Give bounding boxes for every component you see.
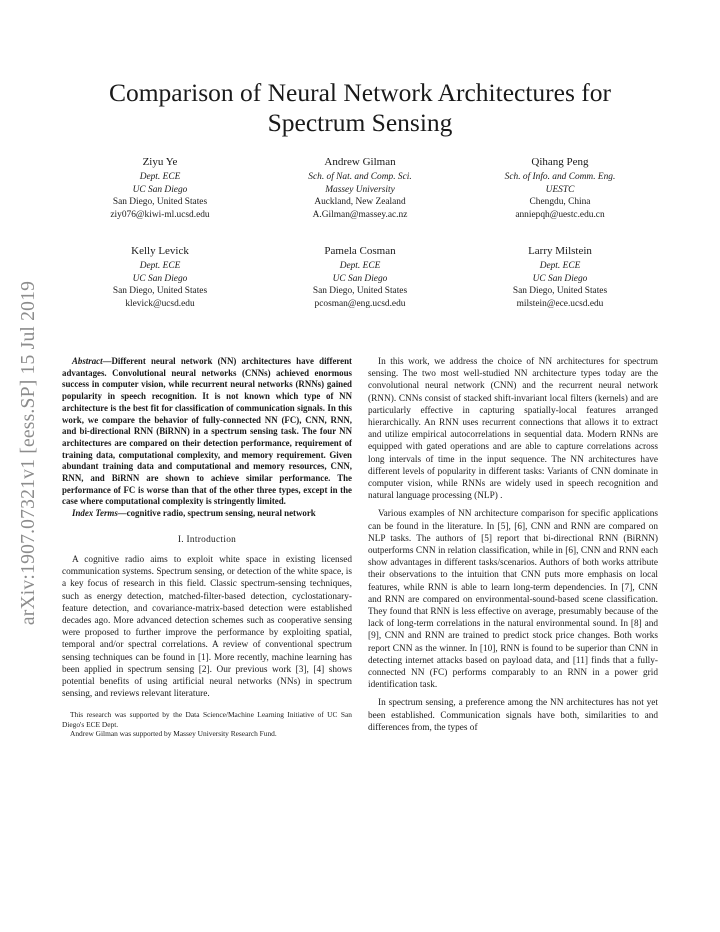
author-name: Ziyu Ye — [142, 156, 178, 168]
author-location: San Diego, United States — [312, 286, 408, 297]
author-dept: Sch. of Nat. and Comp. Sci. — [308, 172, 412, 182]
arxiv-identifier — [14, 228, 44, 678]
index-terms — [62, 508, 352, 520]
footnote: This research was supported by the Data Science/Machine Learning Initiative of UC San Diego's ECE Dept. — [62, 710, 352, 729]
abstract-lead: Abstract — [72, 356, 103, 366]
author-org: UC San Diego — [332, 273, 388, 284]
authors-row-1 — [60, 156, 660, 221]
author-name: Kelly Levick — [131, 245, 189, 257]
abstract — [62, 356, 352, 508]
author-block — [460, 156, 660, 221]
index-terms-lead: Index Terms — [72, 508, 118, 519]
author-org: UC San Diego — [532, 273, 588, 284]
author-location: Chengdu, China — [529, 197, 591, 208]
left-column — [62, 356, 352, 738]
author-org: UC San Diego — [132, 184, 188, 195]
author-email: klevick@ucsd.edu — [125, 298, 195, 309]
author-dept: Dept. ECE — [139, 261, 181, 271]
footnote: Andrew Gilman was supported by Massey University Research Fund. — [70, 728, 277, 738]
author-name: Qihang Peng — [531, 156, 589, 168]
author-name: Pamela Cosman — [324, 245, 396, 257]
author-dept: Dept. ECE — [339, 261, 381, 271]
author-location: Auckland, New Zealand — [314, 197, 406, 208]
author-location: San Diego, United States — [112, 286, 208, 297]
author-email: pcosman@eng.ucsd.edu — [314, 298, 406, 309]
intro-paragraph: A cognitive radio aims to exploit white space in existing licensed communication systems. Spectrum sensing, or detection of the white space, is a key focus of research in this field. Classic spectrum-sensing techniques, such as energy detection, matched-filter-based detection, cyclostationary-feature detection, and covariance-matrix-based detection were established decades ago. More advanced detection schemes such as cooperative sensing were proposed to further improve the performance by exploiting spatial, temporal and/or spectral correlations. A review of conventional spectrum sensing techniques can be found in [1]. More recently, machine learning has been applied in spectrum sensing [2]. Our previous work [3], [4] shows potential benefits of using artificial neural networks (NNs) in spectrum sensing, and reviews relevant literature. — [62, 555, 352, 700]
author-name: Larry Milstein — [528, 245, 592, 257]
author-email: ziy076@kiwi-ml.ucsd.edu — [110, 209, 210, 220]
author-email: milstein@ece.ucsd.edu — [516, 298, 604, 309]
author-block — [260, 245, 460, 310]
arxiv-identifier-text: arXiv:1907.07321v1 [eess.SP] 15 Jul 2019 — [18, 280, 39, 626]
right-column — [368, 356, 658, 734]
author-email: A.Gilman@massey.ac.nz — [312, 209, 408, 220]
author-dept: Dept. ECE — [139, 172, 181, 182]
author-org: Massey University — [325, 184, 395, 195]
authors-row-2 — [60, 245, 660, 310]
author-block — [260, 156, 460, 221]
author-org: UESTC — [545, 184, 575, 195]
author-location: San Diego, United States — [512, 286, 608, 297]
abstract-text: —Different neural network (NN) architectures have different advantages. Convolutional neural networks (CNNs) achieved enormous success in computer vision, while recurrent neural networks (RNNs) gained popularity in speech recognition. It is not known which type of NN architecture is the best fit for classification of communication signals. In this work, we compare the behavior of fully-connected NN (FC), CNN, RNN, and bi-directional RNN (BiRNN) in a spectrum sensing task. The four NN architectures are compared on their detection performance, requirement of training data, computational complexity, and memory requirement. Given abundant training data and computational and memory resources, CNN, RNN, and BiRNN are shown to achieve similar performance. The performance of FC is worse than that of the other three types, except in the case where computational complexity is stringently limited. — [62, 356, 352, 507]
author-email: anniepqh@uestc.edu.cn — [515, 209, 605, 220]
author-block — [460, 245, 660, 310]
author-name: Andrew Gilman — [324, 156, 396, 168]
paper-title: Comparison of Neural Network Architectures for Spectrum Sensing — [108, 78, 612, 137]
author-block — [60, 156, 260, 221]
footnotes — [62, 710, 352, 738]
body-paragraph: In spectrum sensing, a preference among the NN architectures has not yet been established. Communication signals have both, similarities to and differences from, the types of — [368, 698, 658, 733]
section-heading: I. Introduction — [177, 534, 237, 545]
author-dept: Dept. ECE — [539, 261, 581, 271]
author-dept: Sch. of Info. and Comm. Eng. — [504, 172, 616, 182]
body-paragraph: In this work, we address the choice of NN architectures for spectrum sensing. The two most well-studied NN architecture types today are the convolutional neural network (CNN) and the recurrent neural network (RNN). CNNs consist of stacked shift-invariant local filters (kernels) and are particularly effective in capturing spatially-local features arranged hierarchically. An RNN uses recurrent connections that allows it to extract and utilize empirical autocorrelations in sequential data. Modern RNNs are equipped with gated operations and are able to capture correlations across long intervals of time in the input sequence. The NN architectures have different levels of popularity in different tasks: Variants of CNN dominate in computer vision, while RNNs are widely used in speech recognition and natural language processing (NLP) . — [368, 357, 658, 502]
author-block — [60, 245, 260, 310]
index-terms-text: —cognitive radio, spectrum sensing, neural network — [117, 508, 316, 519]
author-org: UC San Diego — [132, 273, 188, 284]
author-location: San Diego, United States — [112, 197, 208, 208]
body-paragraph: Various examples of NN architecture comparison for specific applications can be found in the literature. In [5], [6], CNN and RNN are compared on NLP tasks. The authors of [5] report that bi-directional RNN (BiRNN) outperforms CNN in relation classification, while in [6], CNN and RNN each show advantages in different tasks/scenarios. Authors of both works attribute their observations to the intuition that CNN puts more emphasis on local features, while RNN is able to learn long-term dependencies. In [7], CNN and RNN are compared on environmental-sound-based scene classification. They found that RNN is less effective on average, presumably because of the lack of long-term correlations in the natural environmental sound. In [8] and [9], CNN and RNN are trained to predict stock price changes. Both works report CNN as the winner. In [10], RNN is found to be superior than CNN in detecting internet attacks based on payload data, and [11] finds that a fully-connected NN (FC) performs comparably to an RNN in a power grid identification task. — [368, 509, 658, 691]
